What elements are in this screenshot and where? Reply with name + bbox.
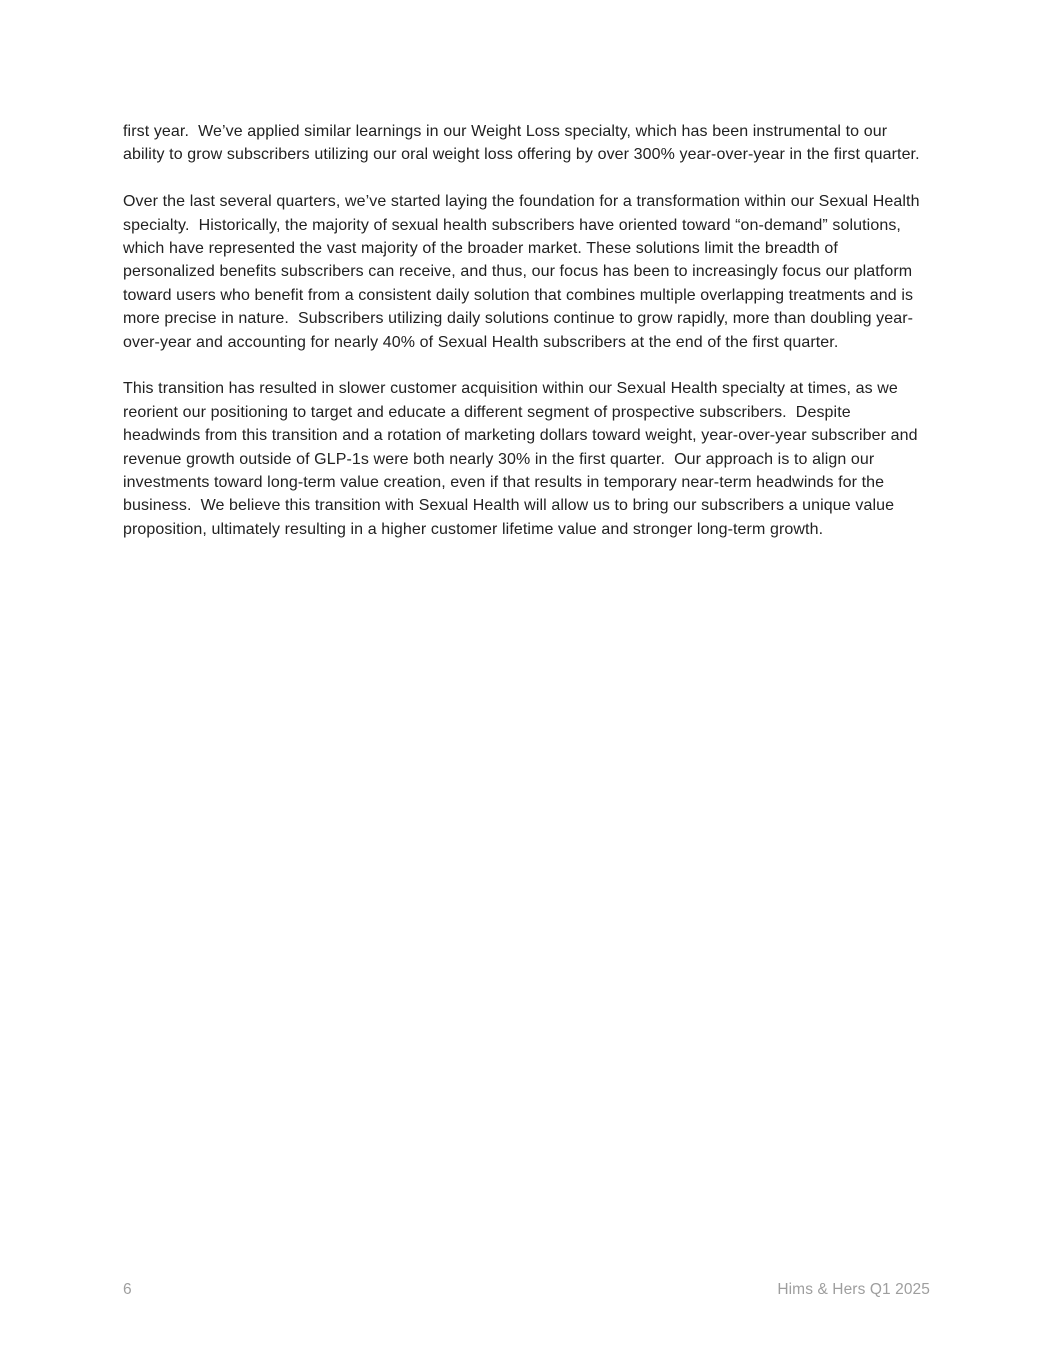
body-paragraph: This transition has resulted in slower customer acquisition within our Sexual Health specialty at times, as we reorient our positioning to target and educate a different segment of prospective subscribers. Despite headwinds from this transition and a rotation of marketing dollars toward weight, year-over-year subscriber and revenue growth outside of GLP-1s were both nearly 30% in the first quarter. Our approach is to align our investments toward long-term value creation, even if that results in temporary near-term headwinds for the business. We believe this transition with Sexual Health will allow us to bring our subscribers a unique value proposition, ultimately resulting in a higher customer lifetime value and stronger long-term growth. [123, 380, 923, 538]
page-footer [123, 1280, 930, 1300]
page-number: 6 [123, 1281, 132, 1298]
footer-doc-title: Hims & Hers Q1 2025 [777, 1281, 930, 1298]
body-paragraph: Over the last several quarters, we’ve started laying the foundation for a transformation within our Sexual Health specialty. Historically, the majority of sexual health subscribers have oriented toward “on-demand” solutions, which have represented the vast majority of the broader market. These solutions limit the breadth of personalized benefits subscribers can receive, and thus, our focus has been to increasingly focus our platform toward users who benefit from a consistent daily solution that combines multiple overlapping treatments and is more precise in nature. Subscribers utilizing daily solutions continue to grow rapidly, more than doubling year-over-year and accounting for nearly 40% of Sexual Health subscribers at the end of the first quarter. [123, 193, 925, 351]
body-text-block [123, 120, 930, 565]
body-paragraph: first year. We’ve applied similar learnings in our Weight Loss specialty, which has been instrumental to our ability to grow subscribers utilizing our oral weight loss offering by over 300% year-over-year in the first quarter. [123, 123, 920, 164]
